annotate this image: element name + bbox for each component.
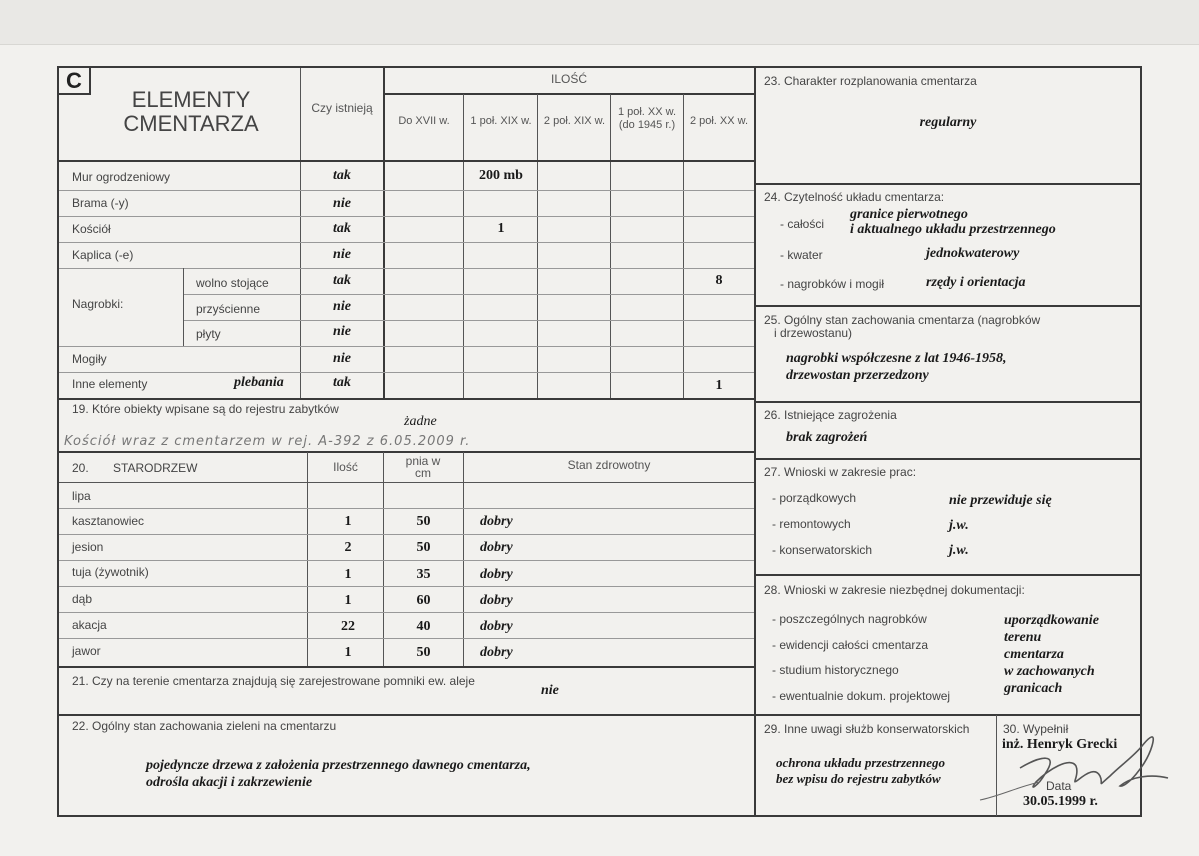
tree-health: dobry (480, 514, 513, 529)
q25-top (755, 305, 1141, 307)
q27-item-value: nie przewiduje się (949, 493, 1052, 508)
period-header: 2 poł. XIX w. (543, 115, 606, 127)
tree-trunk: 50 (416, 645, 431, 660)
q23-value: regularny (919, 115, 977, 130)
section-title (96, 88, 286, 136)
tree-count: 1 (344, 514, 352, 529)
q28-label: 28. Wnioski w zakresie niezbędnej dokumentacji: (764, 583, 1025, 597)
q28-item: - ewidencji całości cmentarza (772, 638, 929, 652)
q28-value: cmentarza (1004, 647, 1064, 662)
nagrobki-label: Nagrobki: (72, 297, 124, 311)
tree-trunk: 40 (416, 619, 431, 634)
q28-item: - studium historycznego (772, 663, 899, 677)
q22-label: 22. Ogólny stan zachowania zieleni na cmentarzu (72, 719, 337, 733)
q19-handwritten-note: Kościół wraz z cmentarzem w rej. A-392 z 6.05.2009 r. (64, 434, 471, 449)
czy-istnieja-header: Czy istnieją (311, 101, 373, 115)
q25-label-line2: i drzewostanu) (774, 326, 853, 340)
tree-row-line (59, 638, 754, 639)
tree-health: dobry (480, 645, 513, 660)
nagrobki-divider (183, 268, 184, 346)
q23-label: 23. Charakter rozplanowania cmentarza (764, 74, 977, 88)
exists-value: tak (333, 273, 351, 288)
trees-col-count: Ilość (333, 460, 358, 474)
q28-value: granicach (1004, 681, 1063, 696)
q27-item-label: - porządkowych (772, 491, 857, 505)
tree-name: jawor (72, 644, 101, 658)
row-line (59, 372, 754, 373)
q24-item-label: - kwater (780, 248, 823, 262)
header-bottom (59, 160, 755, 162)
q30-label: 30. Wypełnił (1003, 722, 1069, 736)
q19-top (59, 398, 755, 400)
period-header: Do XVII w. (398, 115, 450, 127)
q27-item-label: - konserwatorskich (772, 543, 873, 557)
title-line2: CMENTARZA (123, 111, 259, 136)
count-value: 200 mb (479, 168, 523, 183)
tree-trunk: 50 (416, 540, 431, 555)
q28-top (755, 574, 1141, 576)
tree-name: akacja (72, 618, 107, 632)
q20-top (59, 451, 755, 453)
q27-item-value: j.w. (949, 543, 969, 558)
q25-value-line1: nagrobki współczesne z lat 1946-1958, (786, 351, 1007, 366)
tree-name: jesion (72, 540, 104, 554)
row-line (59, 346, 754, 347)
tree-row-line (59, 612, 754, 613)
q24-label: 24. Czytelność układu cmentarza: (764, 190, 945, 204)
tree-trunk: 60 (416, 593, 431, 608)
q26-value: brak zagrożeń (786, 430, 868, 445)
q22-top (59, 714, 755, 716)
element-label: przyścienne (196, 302, 261, 316)
row-line (59, 268, 754, 269)
tree-name: lipa (72, 489, 91, 503)
tree-row-line (59, 586, 754, 587)
col-divider (537, 94, 538, 399)
exists-value: nie (333, 351, 351, 366)
q28-value: uporządkowanie (1004, 613, 1099, 628)
inne-value: plebania (234, 375, 284, 390)
tree-name: tuja (żywotnik) (72, 565, 149, 579)
col-divider (683, 94, 684, 399)
tree-count: 1 (344, 593, 352, 608)
section-letter-box: C (59, 68, 91, 95)
exists-value: nie (333, 324, 351, 339)
trees-col-health: Stan zdrowotny (567, 458, 651, 472)
tree-count: 22 (341, 619, 355, 634)
element-label: Mogiły (72, 352, 107, 366)
period-header: 2 poł. XX w. (689, 115, 749, 127)
exists-value: nie (333, 247, 351, 262)
exists-value: nie (333, 196, 351, 211)
q30-date: 30.05.1999 r. (1023, 794, 1098, 809)
title-line1: ELEMENTY (131, 87, 251, 112)
row-line (59, 216, 754, 217)
q24-item-value: i aktualnego układu przestrzennego (850, 222, 1056, 237)
tree-health: dobry (480, 567, 513, 582)
q27-label: 27. Wnioski w zakresie prac: (764, 465, 917, 479)
q29-value-line1: ochrona układu przestrzennego (776, 755, 946, 770)
q24-item-label: - całości (780, 217, 825, 231)
q24-item-value: granice pierwotnego (850, 207, 968, 222)
period-header: 1 poł. XX w. (do 1945 r.) (617, 106, 677, 131)
tree-trunk: 50 (416, 514, 431, 529)
exists-value: tak (333, 221, 351, 236)
q21-top (59, 666, 755, 668)
q26-label: 26. Istniejące zagrożenia (764, 408, 897, 422)
count-value: 1 (497, 221, 505, 236)
tree-col-divider (463, 452, 464, 666)
row-line (59, 242, 754, 243)
ilosc-underline (384, 93, 755, 95)
element-label: Mur ogrodzeniowy (72, 170, 171, 184)
exists-value: tak (333, 168, 351, 183)
q29-value-line2: bez wpisu do rejestru zabytków (776, 771, 941, 786)
q24-item-label: - nagrobków i mogił (780, 277, 885, 291)
q29-top (755, 714, 1141, 716)
q26-top (755, 401, 1141, 403)
trees-header-num: 20. (72, 461, 89, 475)
trees-header-title: STARODRZEW (113, 461, 198, 475)
top-margin (0, 0, 1199, 45)
tree-count: 1 (344, 645, 352, 660)
tree-row-line (59, 534, 754, 535)
element-label: Kaplica (-e) (72, 248, 134, 262)
exists-value: nie (333, 299, 351, 314)
q28-item: - poszczególnych nagrobków (772, 612, 927, 626)
q27-item-label: - remontowych (772, 517, 851, 531)
tree-row-line (59, 560, 754, 561)
col-divider (300, 68, 301, 399)
exists-value: tak (333, 375, 351, 390)
q19-label: 19. Które obiekty wpisane są do rejestru zabytków (72, 402, 339, 416)
count-value: 1 (715, 378, 723, 393)
tree-count: 1 (344, 567, 352, 582)
tree-health: dobry (480, 593, 513, 608)
count-value: 8 (715, 273, 723, 288)
q22-value-line2: odrośla akacji i zakrzewienie (146, 775, 313, 790)
q30-name: inż. Henryk Grecki (1002, 737, 1118, 752)
q29-label: 29. Inne uwagi służb konserwatorskich (764, 722, 970, 736)
q28-value: terenu (1004, 630, 1042, 645)
q28-value: w zachowanych (1004, 664, 1095, 679)
element-label: płyty (196, 327, 221, 341)
row-line (183, 320, 754, 321)
element-label: Brama (-y) (72, 196, 129, 210)
q24-top (755, 183, 1141, 185)
tree-name: dąb (72, 592, 93, 606)
q25-value-line2: drzewostan przerzedzony (786, 368, 929, 383)
ilosc-header: ILOŚĆ (550, 72, 587, 86)
q21-value: nie (541, 683, 559, 698)
q30-date-label: Data (1046, 779, 1072, 793)
q25-label-line1: 25. Ogólny stan zachowania cmentarza (nagrobków (764, 313, 1041, 327)
q24-item-value: jednokwaterowy (926, 246, 1020, 261)
tree-trunk: 35 (416, 567, 431, 582)
trees-col-trunk: pnia w cm (405, 454, 441, 480)
col-divider (383, 68, 385, 399)
tree-row-line (59, 508, 754, 509)
element-label: Inne elementy (72, 377, 148, 391)
row-line (59, 190, 754, 191)
element-label: wolno stojące (196, 276, 269, 290)
col-divider (463, 94, 464, 399)
q21-label: 21. Czy na terenie cmentarza znajdują się zarejestrowane pomniki ew. aleje (72, 674, 475, 688)
tree-health: dobry (480, 540, 513, 555)
tree-name: kasztanowiec (72, 514, 145, 528)
q22-value-line1: pojedyncze drzewa z założenia przestrzennego dawnego cmentarza, (146, 758, 531, 773)
mid-divider (754, 68, 756, 817)
period-header: 1 poł. XIX w. (470, 115, 532, 127)
row-line (183, 294, 754, 295)
q27-item-value: j.w. (949, 518, 969, 533)
signature (920, 726, 1170, 806)
tree-health: dobry (480, 619, 513, 634)
tree-count: 2 (344, 540, 352, 555)
q24-item-value: rzędy i orientacja (926, 275, 1026, 290)
q27-top (755, 458, 1141, 460)
col-divider (610, 94, 611, 399)
q19-value: żadne (404, 414, 437, 429)
tree-header-bottom (59, 482, 754, 483)
element-label: Kościół (72, 222, 111, 236)
q28-item: - ewentualnie dokum. projektowej (772, 689, 951, 703)
